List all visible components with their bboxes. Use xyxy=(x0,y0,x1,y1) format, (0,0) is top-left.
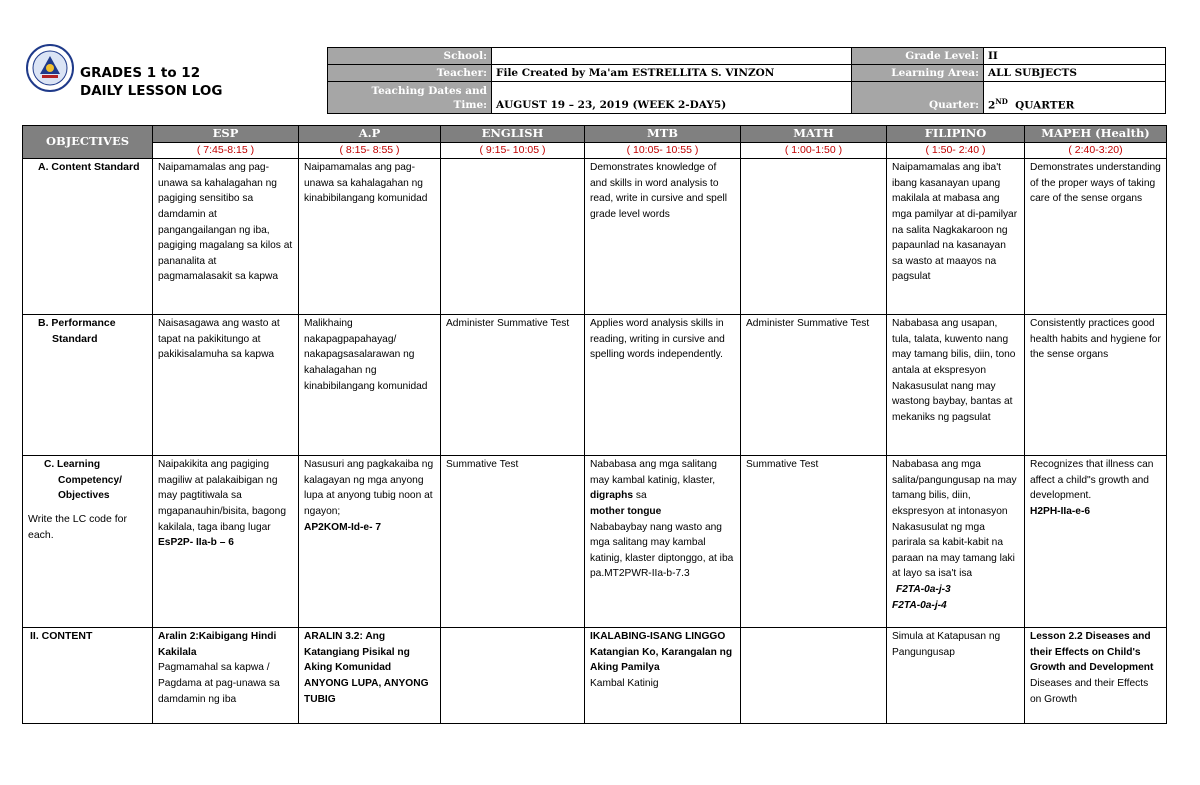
competency-english: Summative Test xyxy=(441,456,585,628)
competency-filipino-code-2: F2TA-0a-j-4 xyxy=(892,599,947,611)
content-standard-mapeh: Demonstrates understanding of the proper ways of taking care of the sense organs xyxy=(1025,159,1167,315)
quarter-value xyxy=(984,82,1166,114)
subject-header-row xyxy=(23,126,1167,143)
performance-standard-mapeh: Consistently practices good health habits and hygiene for the sense organs xyxy=(1025,315,1167,456)
content-mtb-title: IKALABING-ISANG LINGGO Katangian Ko, Karangalan ng Aking Pamilya xyxy=(590,631,733,674)
time-esp: ( 7:45-8:15 ) xyxy=(153,142,299,159)
performance-standard-label-line-1: B. Performance xyxy=(38,317,116,330)
lesson-log-table xyxy=(22,125,1167,724)
content-standard-row xyxy=(23,159,1167,315)
content-standard-math xyxy=(741,159,887,315)
subject-filipino: FILIPINO xyxy=(887,126,1025,143)
subject-mtb: MTB xyxy=(585,126,741,143)
quarter-suffix: ND xyxy=(995,96,1008,106)
content-standard-label-text: A. Content Standard xyxy=(38,161,140,174)
content-standard-mtb: Demonstrates knowledge of and skills in word analysis to read, write in cursive and spell grade level words xyxy=(585,159,741,315)
school-value xyxy=(492,48,852,65)
competency-mtb-bold-2: mother tongue xyxy=(590,505,662,517)
competency-label-line-3: Objectives xyxy=(58,490,110,502)
content-ap-title: ARALIN 3.2: Ang Katangiang Pisikal ng Aking Komunidad ANYONG LUPA, ANYONG TUBIG xyxy=(304,631,429,705)
competency-filipino-text: Nababasa ang mga salita/pangungusap na may tamang bilis, diin, ekspresyon at intonasyon Nakasusulat ng mga parirala sa kabit-kabit na paraan na may tamang laki at layo sa isa't isa xyxy=(892,459,1017,580)
competency-mtb-text-2: sa xyxy=(635,490,647,502)
competency-mapeh-code: H2PH-IIa-e-6 xyxy=(1030,505,1091,517)
quarter-label: Quarter: xyxy=(852,82,984,114)
content-mapeh-text: Diseases and their Effects on Growth xyxy=(1030,677,1149,705)
content-standard-english xyxy=(441,159,585,315)
competency-ap xyxy=(299,456,441,628)
title-line-2: DAILY LESSON LOG xyxy=(80,83,223,99)
performance-standard-label xyxy=(23,315,153,456)
competency-label xyxy=(23,456,153,628)
subject-english: ENGLISH xyxy=(441,126,585,143)
content-standard-ap: Naipamamalas ang pag-unawa sa kahalagahan ng kinabibilangang komunidad xyxy=(299,159,441,315)
competency-esp-text: Naipakikita ang pagiging magiliw at palakaibigan ng may pagtitiwala sa mgapanauhin/bisita, bagong kakilala, taga ibang lugar xyxy=(158,459,287,533)
time-ap: ( 8:15- 8:55 ) xyxy=(299,142,441,159)
performance-standard-label-line-2: Standard xyxy=(52,332,98,345)
teaching-dates-label xyxy=(328,82,492,114)
school-label: School: xyxy=(328,48,492,65)
competency-mtb xyxy=(585,456,741,628)
subject-ap: A.P xyxy=(299,126,441,143)
time-filipino: ( 1:50- 2:40 ) xyxy=(887,142,1025,159)
content-esp xyxy=(153,628,299,724)
content-mapeh-title: Lesson 2.2 Diseases and their Effects on Child's Growth and Development xyxy=(1030,631,1154,674)
competency-mtb-text-1: Nababasa ang mga salitang may kambal katinig, klaster, xyxy=(590,459,717,486)
performance-standard-ap: Malikhaing nakapagpapahayag/ nakapagsasalarawan ng kahalagahan ng kinabibilangang komunidad xyxy=(299,315,441,456)
document-title xyxy=(80,64,222,100)
competency-ap-code: AP2KOM-Id-e- 7 xyxy=(304,521,381,533)
performance-standard-mtb: Applies word analysis skills in reading, writing in cursive and spelling words independently. xyxy=(585,315,741,456)
competency-row xyxy=(23,456,1167,628)
performance-standard-row xyxy=(23,315,1167,456)
performance-standard-english: Administer Summative Test xyxy=(441,315,585,456)
content-standard-esp: Naipamamalas ang pag-unawa sa kahalagahan ng pagiging sensitibo sa damdamin at pangangailangan ng iba, pagiging magalang sa kilos at pananalita at pagmamalasakit sa kapwa xyxy=(153,159,299,315)
content-mtb xyxy=(585,628,741,724)
objectives-header: OBJECTIVES xyxy=(23,126,153,159)
learning-area-label: Learning Area: xyxy=(852,65,984,82)
content-ap xyxy=(299,628,441,724)
teacher-label: Teacher: xyxy=(328,65,492,82)
competency-math: Summative Test xyxy=(741,456,887,628)
teacher-value: File Created by Ma'am ESTRELLITA S. VINZON xyxy=(492,65,852,82)
performance-standard-esp: Naisasagawa ang wasto at tapat na pakikitungo at pakikisalamuha sa kapwa xyxy=(153,315,299,456)
time-mtb: ( 10:05- 10:55 ) xyxy=(585,142,741,159)
learning-area-value: ALL SUBJECTS xyxy=(984,65,1166,82)
teaching-dates-label-line-2: Time: xyxy=(453,98,487,111)
subject-math: MATH xyxy=(741,126,887,143)
competency-mapeh xyxy=(1025,456,1167,628)
quarter-text: QUARTER xyxy=(1015,99,1075,111)
content-mtb-text: Kambal Katinig xyxy=(590,677,659,689)
content-standard-label xyxy=(23,159,153,315)
deped-seal-icon xyxy=(26,44,74,92)
subject-esp: ESP xyxy=(153,126,299,143)
content-mapeh xyxy=(1025,628,1167,724)
content-english xyxy=(441,628,585,724)
content-filipino: Simula at Katapusan ng Pangungusap xyxy=(887,628,1025,724)
competency-label-note: Write the LC code for each. xyxy=(28,512,128,541)
competency-mapeh-text: Recognizes that illness can affect a child"s growth and development. xyxy=(1030,459,1154,502)
content-label xyxy=(23,628,153,724)
content-standard-filipino: Naipamamalas ang iba't ibang kasanayan upang makilala at mabasa ang mga pamilyar at di-pamilyar na salita Nagkakaroon ng papaunlad na kasanayan sa wasto at maayos na pagsulat xyxy=(887,159,1025,315)
competency-mtb-bold-1: digraphs xyxy=(590,490,634,502)
title-line-1: GRADES 1 to 12 xyxy=(80,65,201,81)
content-label-text: II. CONTENT xyxy=(30,630,93,643)
quarter-number: 2 xyxy=(988,99,996,111)
content-math xyxy=(741,628,887,724)
time-math: ( 1:00-1:50 ) xyxy=(741,142,887,159)
header-info-table xyxy=(327,47,1166,114)
competency-mtb-text-3: Nababaybay nang wasto ang mga salitang may kambal katinig, klaster diptonggo, at iba pa.MT2PWR-IIa-b-7.3 xyxy=(590,521,734,580)
teaching-dates-value: AUGUST 19 – 23, 2019 (WEEK 2-DAY5) xyxy=(492,82,852,114)
competency-filipino-code-1: F2TA-0a-j-3 xyxy=(896,583,951,595)
competency-esp-code: EsP2P- IIa-b – 6 xyxy=(158,537,234,549)
content-esp-title: Aralin 2:Kaibigang Hindi Kakilala xyxy=(158,631,277,658)
subject-mapeh: MAPEH (Health) xyxy=(1025,126,1167,143)
grade-level-label: Grade Level: xyxy=(852,48,984,65)
performance-standard-math: Administer Summative Test xyxy=(741,315,887,456)
time-english: ( 9:15- 10:05 ) xyxy=(441,142,585,159)
time-mapeh: ( 2:40-3:20) xyxy=(1025,142,1167,159)
competency-label-line-1: C. Learning xyxy=(44,459,101,471)
performance-standard-filipino: Nababasa ang usapan, tula, talata, kuwento nang may tamang bilis, diin, tono antala at ekspresyon Nakasusulat nang may wastong baybay, bantas at mekaniks ng pagsulat xyxy=(887,315,1025,456)
grade-level-value: II xyxy=(984,48,1166,65)
competency-esp xyxy=(153,456,299,628)
teaching-dates-label-line-1: Teaching Dates and xyxy=(371,84,487,97)
competency-label-line-2: Competency/ xyxy=(58,474,122,486)
competency-filipino xyxy=(887,456,1025,628)
competency-ap-text: Nasusuri ang pagkakaiba ng kalagayan ng mga anyong lupa at anyong tubig noon at ngayon; xyxy=(304,459,434,517)
time-row xyxy=(23,142,1167,159)
content-esp-text: Pagmamahal sa kapwa / Pagdama at pag-unawa sa damdamin ng iba xyxy=(158,662,280,705)
content-row xyxy=(23,628,1167,724)
